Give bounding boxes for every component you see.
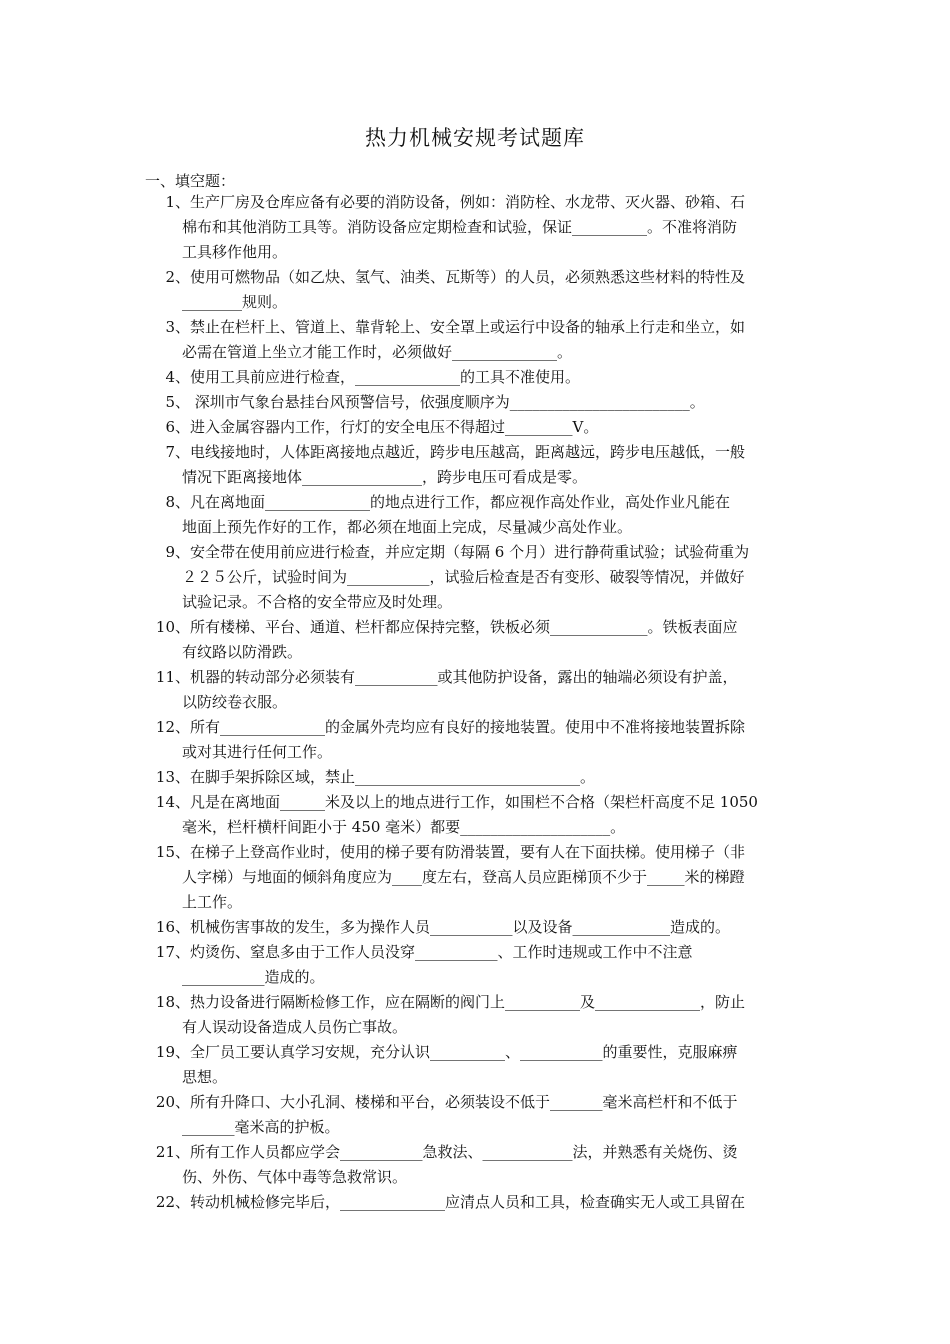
question-text-line: 所有升降口、大小孔洞、楼梯和平台，必须装设不低于_______毫米高栏杆和不低于	[190, 1093, 738, 1111]
question-item	[0, 715, 950, 765]
question-text-line: 禁止在栏杆上、管道上、靠背轮上、安全罩上或运行中设备的轴承上行走和坐立，如	[190, 318, 746, 336]
question-number: 14、	[155, 793, 190, 811]
question-text-line: 使用可燃物品（如乙炔、氢气、油类、瓦斯等）的人员，必须熟悉这些材料的特性及	[190, 268, 746, 286]
question-number: 5、	[165, 393, 190, 411]
question-text-line: 转动机械检修完毕后，______________应清点人员和工具，检查确实无人或工具留在	[190, 1193, 746, 1211]
question-number: 19、	[155, 1043, 190, 1061]
question-text-line: 情况下距离接地体________________，跨步电压可看成是零。	[182, 468, 588, 486]
question-number: 16、	[155, 918, 190, 936]
question-text-line: 使用工具前应进行检查，______________的工具不准使用。	[190, 368, 581, 386]
question-text-line: 凡在离地面______________的地点进行工作，都应视作高处作业，高处作业凡能在	[190, 493, 731, 511]
question-item	[0, 990, 950, 1040]
question-item	[0, 765, 950, 790]
question-number: 8、	[165, 493, 190, 511]
question-text-line: 机器的转动部分必须装有___________或其他防护设备，露出的轴端必须设有护盖，	[190, 668, 738, 686]
question-number: 21、	[155, 1143, 190, 1161]
question-text-line: 所有楼梯、平台、通道、栏杆都应保持完整，铁板必须_____________。铁板表面应	[190, 618, 738, 636]
question-number: 12、	[155, 718, 190, 736]
question-item	[0, 265, 950, 315]
question-number: 2、	[165, 268, 190, 286]
question-number: 11、	[155, 668, 190, 686]
question-text-line: ２２５公斤，试验时间为___________，试验后检查是否有变形、破裂等情况，并做好	[182, 568, 745, 586]
question-text-line: 全厂员工要认真学习安规，充分认识__________、___________的重要性，克服麻痹	[190, 1043, 738, 1061]
question-text-line: 地面上预先作好的工作，都必须在地面上完成，尽量减少高处作业。	[182, 518, 633, 536]
question-number: 1、	[165, 193, 190, 211]
question-text-line: 人字梯）与地面的倾斜角度应为____度左右，登高人员应距梯顶不少于_____米的梯蹬	[182, 868, 745, 886]
section-heading: 一、填空题：	[145, 172, 236, 190]
question-text-line: 有人误动设备造成人员伤亡事故。	[182, 1018, 408, 1036]
question-item	[0, 1040, 950, 1090]
question-item	[0, 390, 950, 415]
question-text-line: 生产厂房及仓库应备有必要的消防设备，例如：消防栓、水龙带、灭火器、砂箱、石	[190, 193, 746, 211]
question-text-line: 有纹路以防滑跌。	[182, 643, 303, 661]
question-text-line: 试验记录。不合格的安全带应及时处理。	[182, 593, 453, 611]
question-text-line: 所有______________的金属外壳均应有良好的接地装置。使用中不准将接地装置拆除	[190, 718, 746, 736]
question-text-line: 思想。	[182, 1068, 228, 1086]
question-item	[0, 915, 950, 940]
question-text-line: 灼烫伤、窒息多由于工作人员没穿___________、工作时违规或工作中不注意	[190, 943, 693, 961]
question-number: 6、	[165, 418, 190, 436]
document-title: 热力机械安规考试题库	[365, 126, 585, 150]
question-text-line: 进入金属容器内工作，行灯的安全电压不得超过_________V。	[190, 418, 599, 436]
question-number: 10、	[155, 618, 190, 636]
question-item	[0, 490, 950, 540]
question-text-line: 在梯子上登高作业时，使用的梯子要有防滑装置，要有人在下面扶梯。使用梯子（非	[190, 843, 746, 861]
question-item	[0, 315, 950, 365]
question-text-line: 毫米，栏杆横杆间距小于 450 毫米）都要____________________。	[182, 818, 626, 836]
question-item	[0, 190, 950, 265]
question-number: 9、	[165, 543, 190, 561]
question-item	[0, 790, 950, 840]
question-number: 20、	[155, 1093, 190, 1111]
question-item	[0, 1190, 950, 1215]
question-number: 22、	[155, 1193, 190, 1211]
question-text-line: 深圳市气象台悬挂台风预警信号，依强度顺序为________________________。	[190, 393, 705, 411]
question-text-line: _______毫米高的护板。	[182, 1118, 340, 1136]
question-number: 18、	[155, 993, 190, 1011]
question-number: 3、	[165, 318, 190, 336]
question-text-line: 机械伤害事故的发生，多为操作人员___________以及设备_____________造成的。	[190, 918, 731, 936]
question-text-line: 电线接地时，人体距离接地点越近，跨步电压越高，距离越远，跨步电压越低，一般	[190, 443, 746, 461]
question-text-line: 热力设备进行隔断检修工作，应在隔断的阀门上__________及______________，防止	[190, 993, 746, 1011]
question-item	[0, 540, 950, 615]
question-list	[0, 190, 950, 1215]
question-text-line: 凡是在离地面______米及以上的地点进行工作，如围栏不合格（架栏杆高度不足 1050	[190, 793, 758, 811]
question-text-line: 安全带在使用前应进行检查，并应定期（每隔 6 个月）进行静荷重试验；试验荷重为	[190, 543, 750, 561]
question-number: 17、	[155, 943, 190, 961]
question-text-line: 或对其进行任何工作。	[182, 743, 333, 761]
question-item	[0, 365, 950, 390]
question-item	[0, 1090, 950, 1140]
question-item	[0, 840, 950, 915]
question-text-line: ___________造成的。	[182, 968, 325, 986]
question-text-line: 棉布和其他消防工具等。消防设备应定期检查和试验，保证__________。不准将消防	[182, 218, 738, 236]
question-text-line: 上工作。	[182, 893, 243, 911]
question-item	[0, 1140, 950, 1190]
question-text-line: 必需在管道上坐立才能工作时，必须做好______________。	[182, 343, 573, 361]
question-text-line: 伤、外伤、气体中毒等急救常识。	[182, 1168, 408, 1186]
question-number: 4、	[165, 368, 190, 386]
question-text-line: 工具移作他用。	[182, 243, 288, 261]
question-number: 13、	[155, 768, 190, 786]
question-item	[0, 615, 950, 665]
question-text-line: 在脚手架拆除区域，禁止______________________________。	[190, 768, 596, 786]
question-number: 7、	[165, 443, 190, 461]
question-item	[0, 665, 950, 715]
question-item	[0, 415, 950, 440]
question-text-line: 以防绞卷衣服。	[182, 693, 288, 711]
question-text-line: ________规则。	[182, 293, 288, 311]
question-item	[0, 440, 950, 490]
question-number: 15、	[155, 843, 190, 861]
question-text-line: 所有工作人员都应学会___________急救法、____________法，并熟悉有关烧伤、烫	[190, 1143, 738, 1161]
question-item	[0, 940, 950, 990]
